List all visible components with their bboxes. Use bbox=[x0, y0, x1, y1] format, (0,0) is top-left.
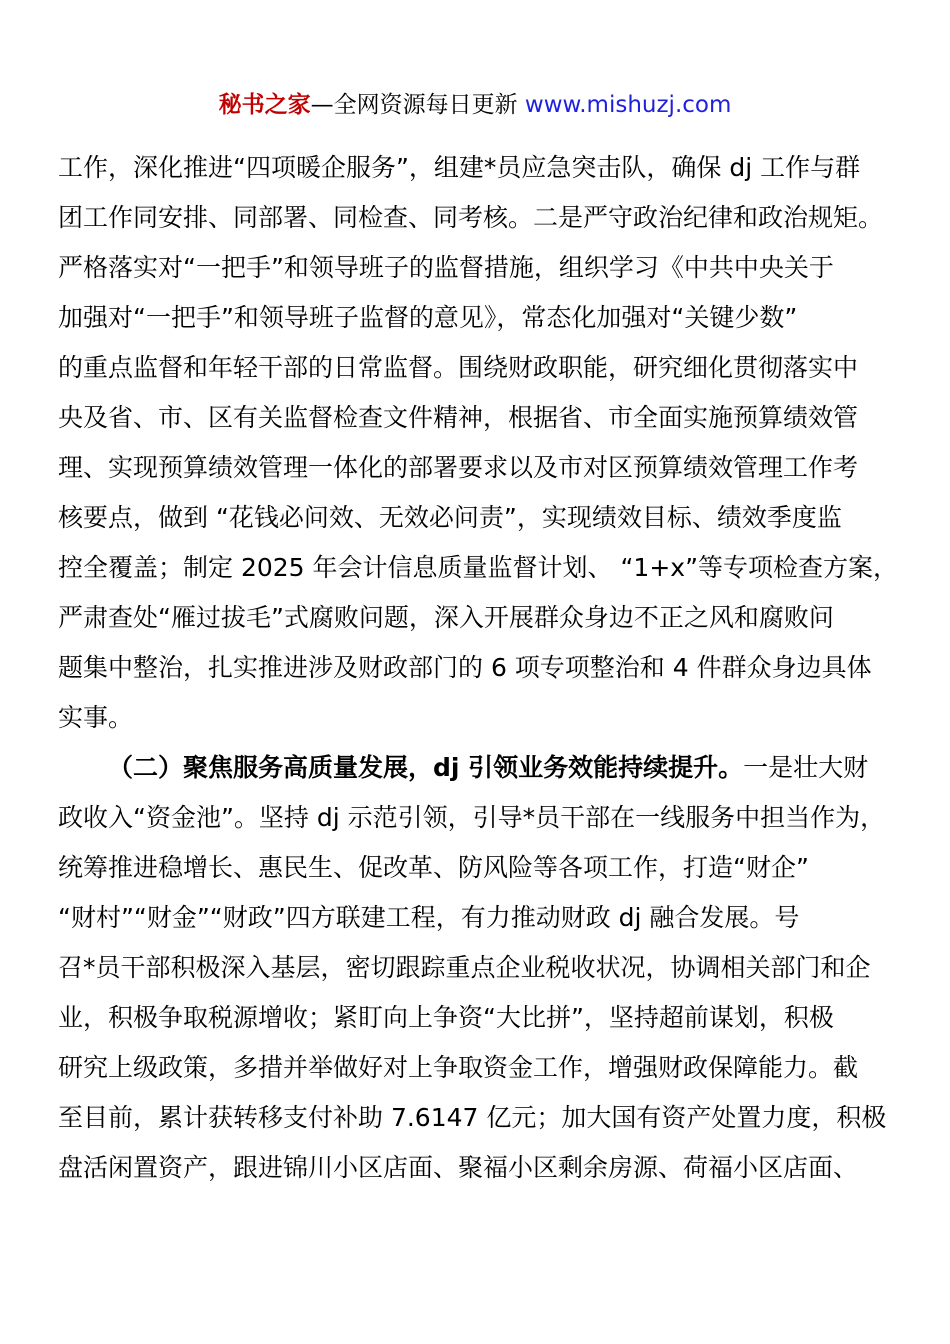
body-line: 加强对“一把手”和领导班子监督的意见》，常态化加强对“关键少数” bbox=[58, 303, 798, 332]
body-line: 研究上级政策，多措并举做好对上争取资金工作，增强财政保障能力。截 bbox=[58, 1053, 859, 1082]
body-line: 政收入“资金池”。坚持 dj 示范引领，引导*员干部在一线服务中担当作为， bbox=[58, 803, 886, 832]
body-line: 的重点监督和年轻干部的日常监督。围绕财政职能，研究细化贯彻落实中 bbox=[58, 353, 859, 382]
document-body bbox=[58, 143, 898, 1193]
page-header bbox=[0, 88, 950, 122]
body-line: 至目前，累计获转移支付补助 7.6147 亿元；加大国有资产处置力度，积极 bbox=[58, 1103, 887, 1132]
section-heading-line bbox=[58, 743, 898, 793]
header-tagline: —全网资源每日更新 bbox=[310, 92, 525, 118]
section-heading: （二）聚焦服务高质量发展，dj 引领业务效能持续提升。 bbox=[108, 753, 744, 782]
body-line: 控全覆盖；制定 2025 年会计信息质量监督计划、 “1+x”等专项检查方案， bbox=[58, 553, 898, 582]
body-line: 工作，深化推进“四项暖企服务”，组建*员应急突击队，确保 dj 工作与群 bbox=[58, 153, 861, 182]
body-line: 严格落实对“一把手”和领导班子的监督措施，组织学习《中共中央关于 bbox=[58, 253, 834, 282]
body-line: 业，积极争取税源增收；紧盯向上争资“大比拼”，坚持超前谋划，积极 bbox=[58, 1003, 834, 1032]
section-heading-rest: 一是壮大财 bbox=[743, 753, 869, 782]
site-name: 秘书之家 bbox=[218, 92, 311, 118]
body-line: 严肃查处“雁过拔毛”式腐败问题，深入开展群众身边不正之风和腐败问 bbox=[58, 603, 834, 632]
body-line: 盘活闲置资产，跟进锦川小区店面、聚福小区剩余房源、荷福小区店面、 bbox=[58, 1153, 859, 1182]
body-line: 召*员干部积极深入基层，密切跟踪重点企业税收状况，协调相关部门和企 bbox=[58, 953, 871, 982]
body-line: “财村”“财金”“财政”四方联建工程，有力推动财政 dj 融合发展。号 bbox=[58, 903, 800, 932]
site-url-link[interactable]: www.mishuzj.com bbox=[524, 92, 732, 118]
body-line: 统筹推进稳增长、惠民生、促改革、防风险等各项工作，打造“财企” bbox=[58, 853, 809, 882]
body-line: 理、实现预算绩效管理一体化的部署要求以及市对区预算绩效管理工作考 bbox=[58, 453, 859, 482]
body-line: 实事。 bbox=[58, 703, 134, 732]
body-line: 团工作同安排、同部署、同检查、同考核。二是严守政治纪律和政治规矩。 bbox=[58, 203, 884, 232]
body-line: 核要点，做到 “花钱必问效、无效必问责”，实现绩效目标、绩效季度监 bbox=[58, 503, 842, 532]
body-line: 央及省、市、区有关监督检查文件精神，根据省、市全面实施预算绩效管 bbox=[58, 403, 859, 432]
body-line: 题集中整治，扎实推进涉及财政部门的 6 项专项整治和 4 件群众身边具体 bbox=[58, 653, 872, 682]
